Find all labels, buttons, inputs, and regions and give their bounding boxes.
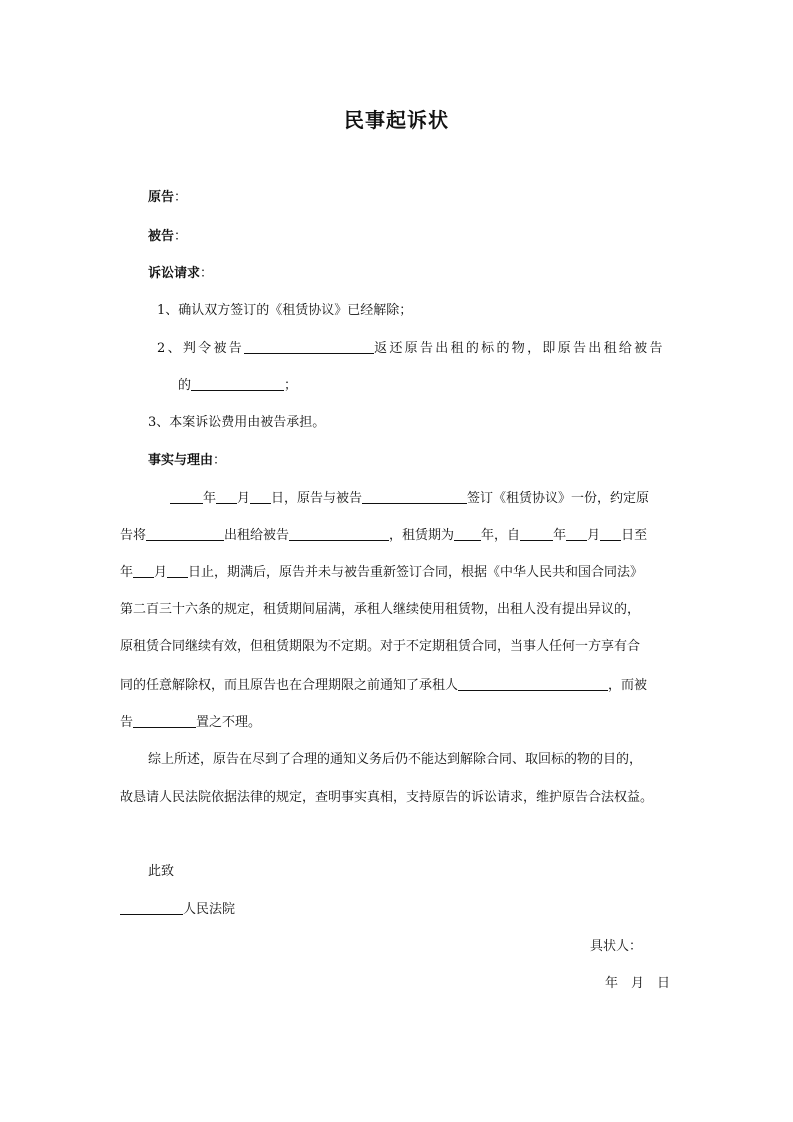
- text-start-day-to: 日至: [621, 528, 648, 543]
- blank-leased-item: [146, 527, 224, 541]
- claims-label: 诉讼请求: [148, 266, 201, 281]
- facts-line-5: 原租赁合同继续有效，但租赁期限为不定期。对于不定期租赁合同，当事人任何一方享有合: [120, 639, 641, 654]
- text-start-year: 年: [553, 528, 567, 543]
- claims-heading: [148, 262, 213, 281]
- claim-2-part-a: 2、判令被告: [157, 341, 245, 356]
- text-notice: 同的任意解除权，而且原告也在合理期限之前通知了承租人: [120, 678, 459, 693]
- blank-end-month: [133, 564, 154, 578]
- conclusion-line-1: 综上所述，原告在尽到了合理的通知义务后仍不能达到解除合同、取回标的物的目的，: [148, 752, 643, 767]
- claim-3: 3、本案诉讼费用由被告承担。: [148, 415, 326, 430]
- text-agreement: 签订《租赁协议》一份，约定原: [467, 491, 650, 506]
- claim-1: 1、确认双方签订的《租赁协议》已经解除；: [157, 303, 413, 318]
- blank-start-month: [566, 527, 587, 541]
- plaintiff-colon: ：: [174, 190, 188, 205]
- text-lease-term: ，租赁期为: [389, 528, 455, 543]
- defendant-colon: ：: [174, 229, 188, 244]
- blank-lessee-notified: [458, 677, 608, 691]
- facts-label: 事实与理由: [148, 453, 214, 468]
- defendant-row: [148, 225, 187, 244]
- facts-line-7: [120, 711, 261, 730]
- facts-line-3: [120, 561, 643, 580]
- blank-defendant-name: [362, 490, 467, 504]
- page-title: 民事起诉状: [344, 108, 449, 132]
- blank-start-year: [520, 527, 553, 541]
- text-plaintiff-will: 告将: [120, 528, 147, 543]
- plaintiff-label: 原告: [148, 190, 175, 205]
- text-and-defendant: ，而被: [608, 678, 648, 693]
- court-text: 人民法院: [183, 902, 236, 917]
- facts-line-6: [120, 674, 647, 693]
- plaintiff-row: [148, 186, 187, 205]
- signature-date: 年 月 日: [605, 976, 671, 991]
- blank-court-name: [120, 901, 183, 915]
- claim-2-blank-defendant: [244, 340, 374, 354]
- claim-2-blank-object: [191, 377, 284, 391]
- salutation: 此致: [148, 864, 175, 879]
- blank-lessee: [289, 527, 389, 541]
- claim-2-part-b: 返还原告出租的标的物，即原告出租给被告: [374, 341, 665, 356]
- court-line: [120, 898, 235, 917]
- defendant-label: 被告: [148, 229, 175, 244]
- signer-label: 具状人：: [590, 939, 643, 954]
- blank-month: [216, 490, 237, 504]
- claim-2-part-d: ；: [284, 378, 298, 393]
- conclusion-line-2: 故恳请人民法院依据法律的规定，查明事实真相，支持原告的诉讼请求，维护原告合法权益。: [120, 790, 654, 805]
- text-defendant: 告: [120, 715, 134, 730]
- facts-line-1: [170, 487, 649, 506]
- text-years-from: 年，自: [481, 528, 521, 543]
- text-end-month: 月: [154, 565, 168, 580]
- blank-day: [250, 490, 271, 504]
- text-year: 年: [203, 491, 217, 506]
- text-start-month: 月: [587, 528, 601, 543]
- blank-year: [170, 490, 203, 504]
- claims-colon: ：: [200, 266, 214, 281]
- text-expiry: 日止，期满后，原告并未与被告重新签订合同，根据《中华人民共和国合同法》: [188, 565, 644, 580]
- text-end-year: 年: [120, 565, 134, 580]
- blank-start-day: [600, 527, 621, 541]
- text-ignored: 置之不理。: [196, 715, 262, 730]
- blank-end-day: [167, 564, 188, 578]
- text-month: 月: [237, 491, 251, 506]
- facts-heading: [148, 449, 226, 468]
- facts-colon: ：: [213, 453, 227, 468]
- claim-2-line-2: [178, 374, 297, 393]
- text-lease-to: 出租给被告: [224, 528, 290, 543]
- facts-line-4: 第二百三十六条的规定，租赁期间届满，承租人继续使用租赁物，出租人没有提出异议的，: [120, 602, 641, 617]
- facts-line-2: [120, 524, 647, 543]
- blank-defendant-ignored: [133, 714, 196, 728]
- claim-2-line-1: [157, 337, 665, 356]
- blank-term-years: [454, 527, 481, 541]
- claim-2-part-c: 的: [178, 378, 192, 393]
- text-sign-with: 日，原告与被告: [271, 491, 363, 506]
